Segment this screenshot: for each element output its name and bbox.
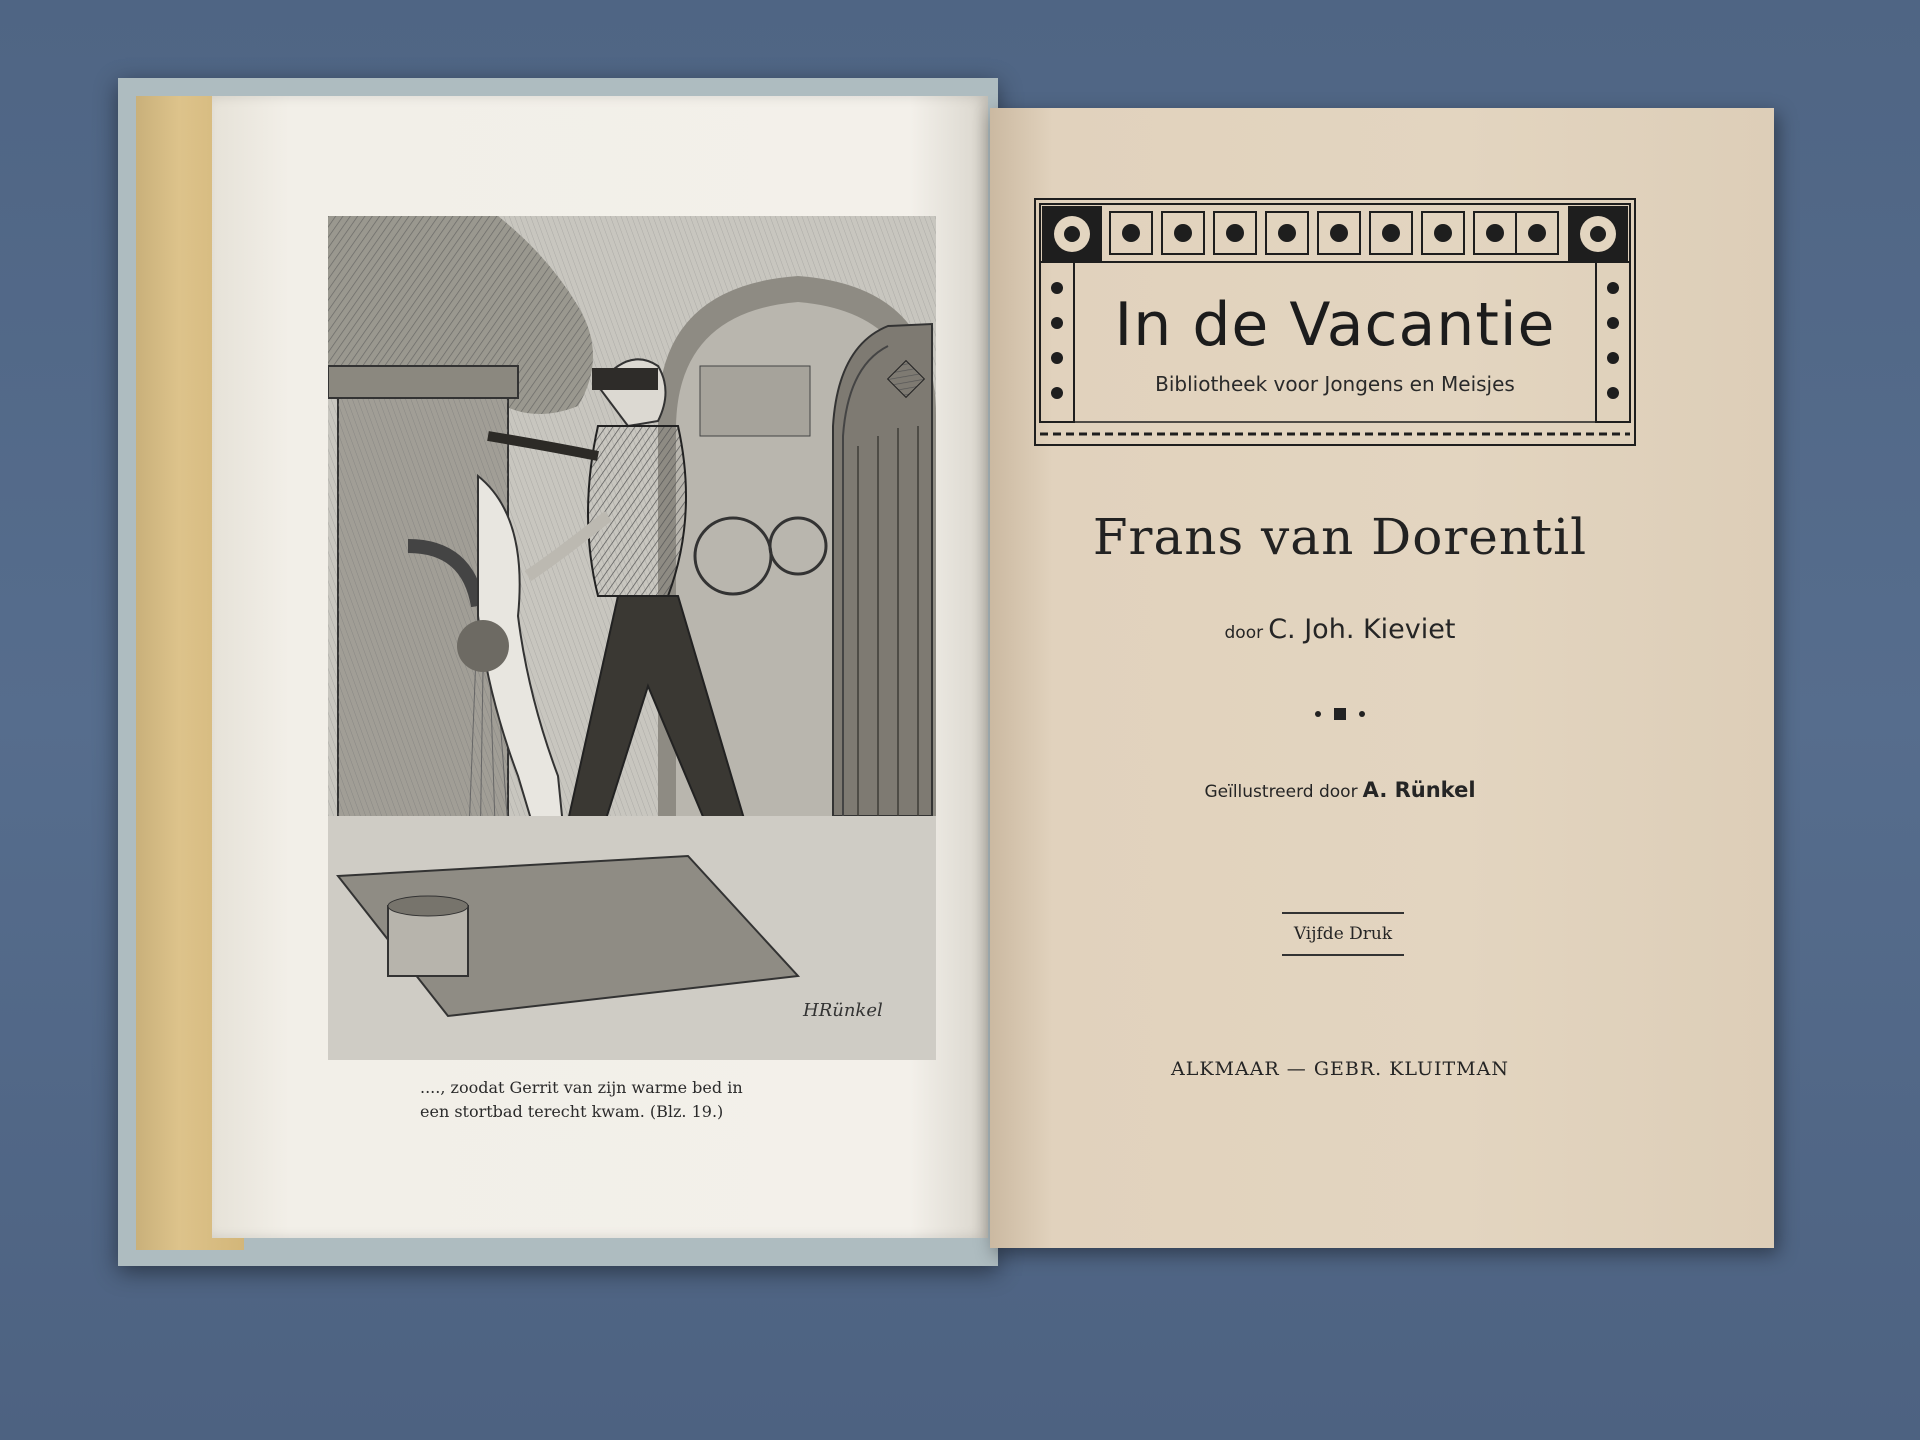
book-title: Frans van Dorentil (1092, 508, 1588, 566)
illustrator-prefix: Geïllustreerd door (1204, 782, 1358, 802)
author-name: C. Joh. Kieviet (1268, 614, 1456, 645)
series-subtitle: Bibliotheek voor Jongens en Meisjes (1155, 372, 1515, 396)
illustrator-name: A. Rünkel (1362, 778, 1476, 802)
series-title: In de Vacantie (1114, 290, 1556, 360)
caption-line-1: ...., zoodat Gerrit van zijn warme bed in (420, 1078, 743, 1097)
edition-label: Vijfde Druk (1282, 912, 1404, 956)
caption-line-2: een stortbad terecht kwam. (Blz. 19.) (420, 1102, 724, 1121)
ornament-dots (1300, 704, 1380, 724)
illustrator-signature: HRünkel (803, 1000, 883, 1021)
illustration-caption (420, 1076, 940, 1124)
author-prefix: door (1224, 623, 1264, 643)
frontispiece-illustration (328, 216, 936, 1060)
publisher-line: ALKMAAR — GEBR. KLUITMAN (1171, 1058, 1509, 1080)
author-line (1000, 614, 1680, 645)
illustrator-line (1000, 778, 1680, 802)
